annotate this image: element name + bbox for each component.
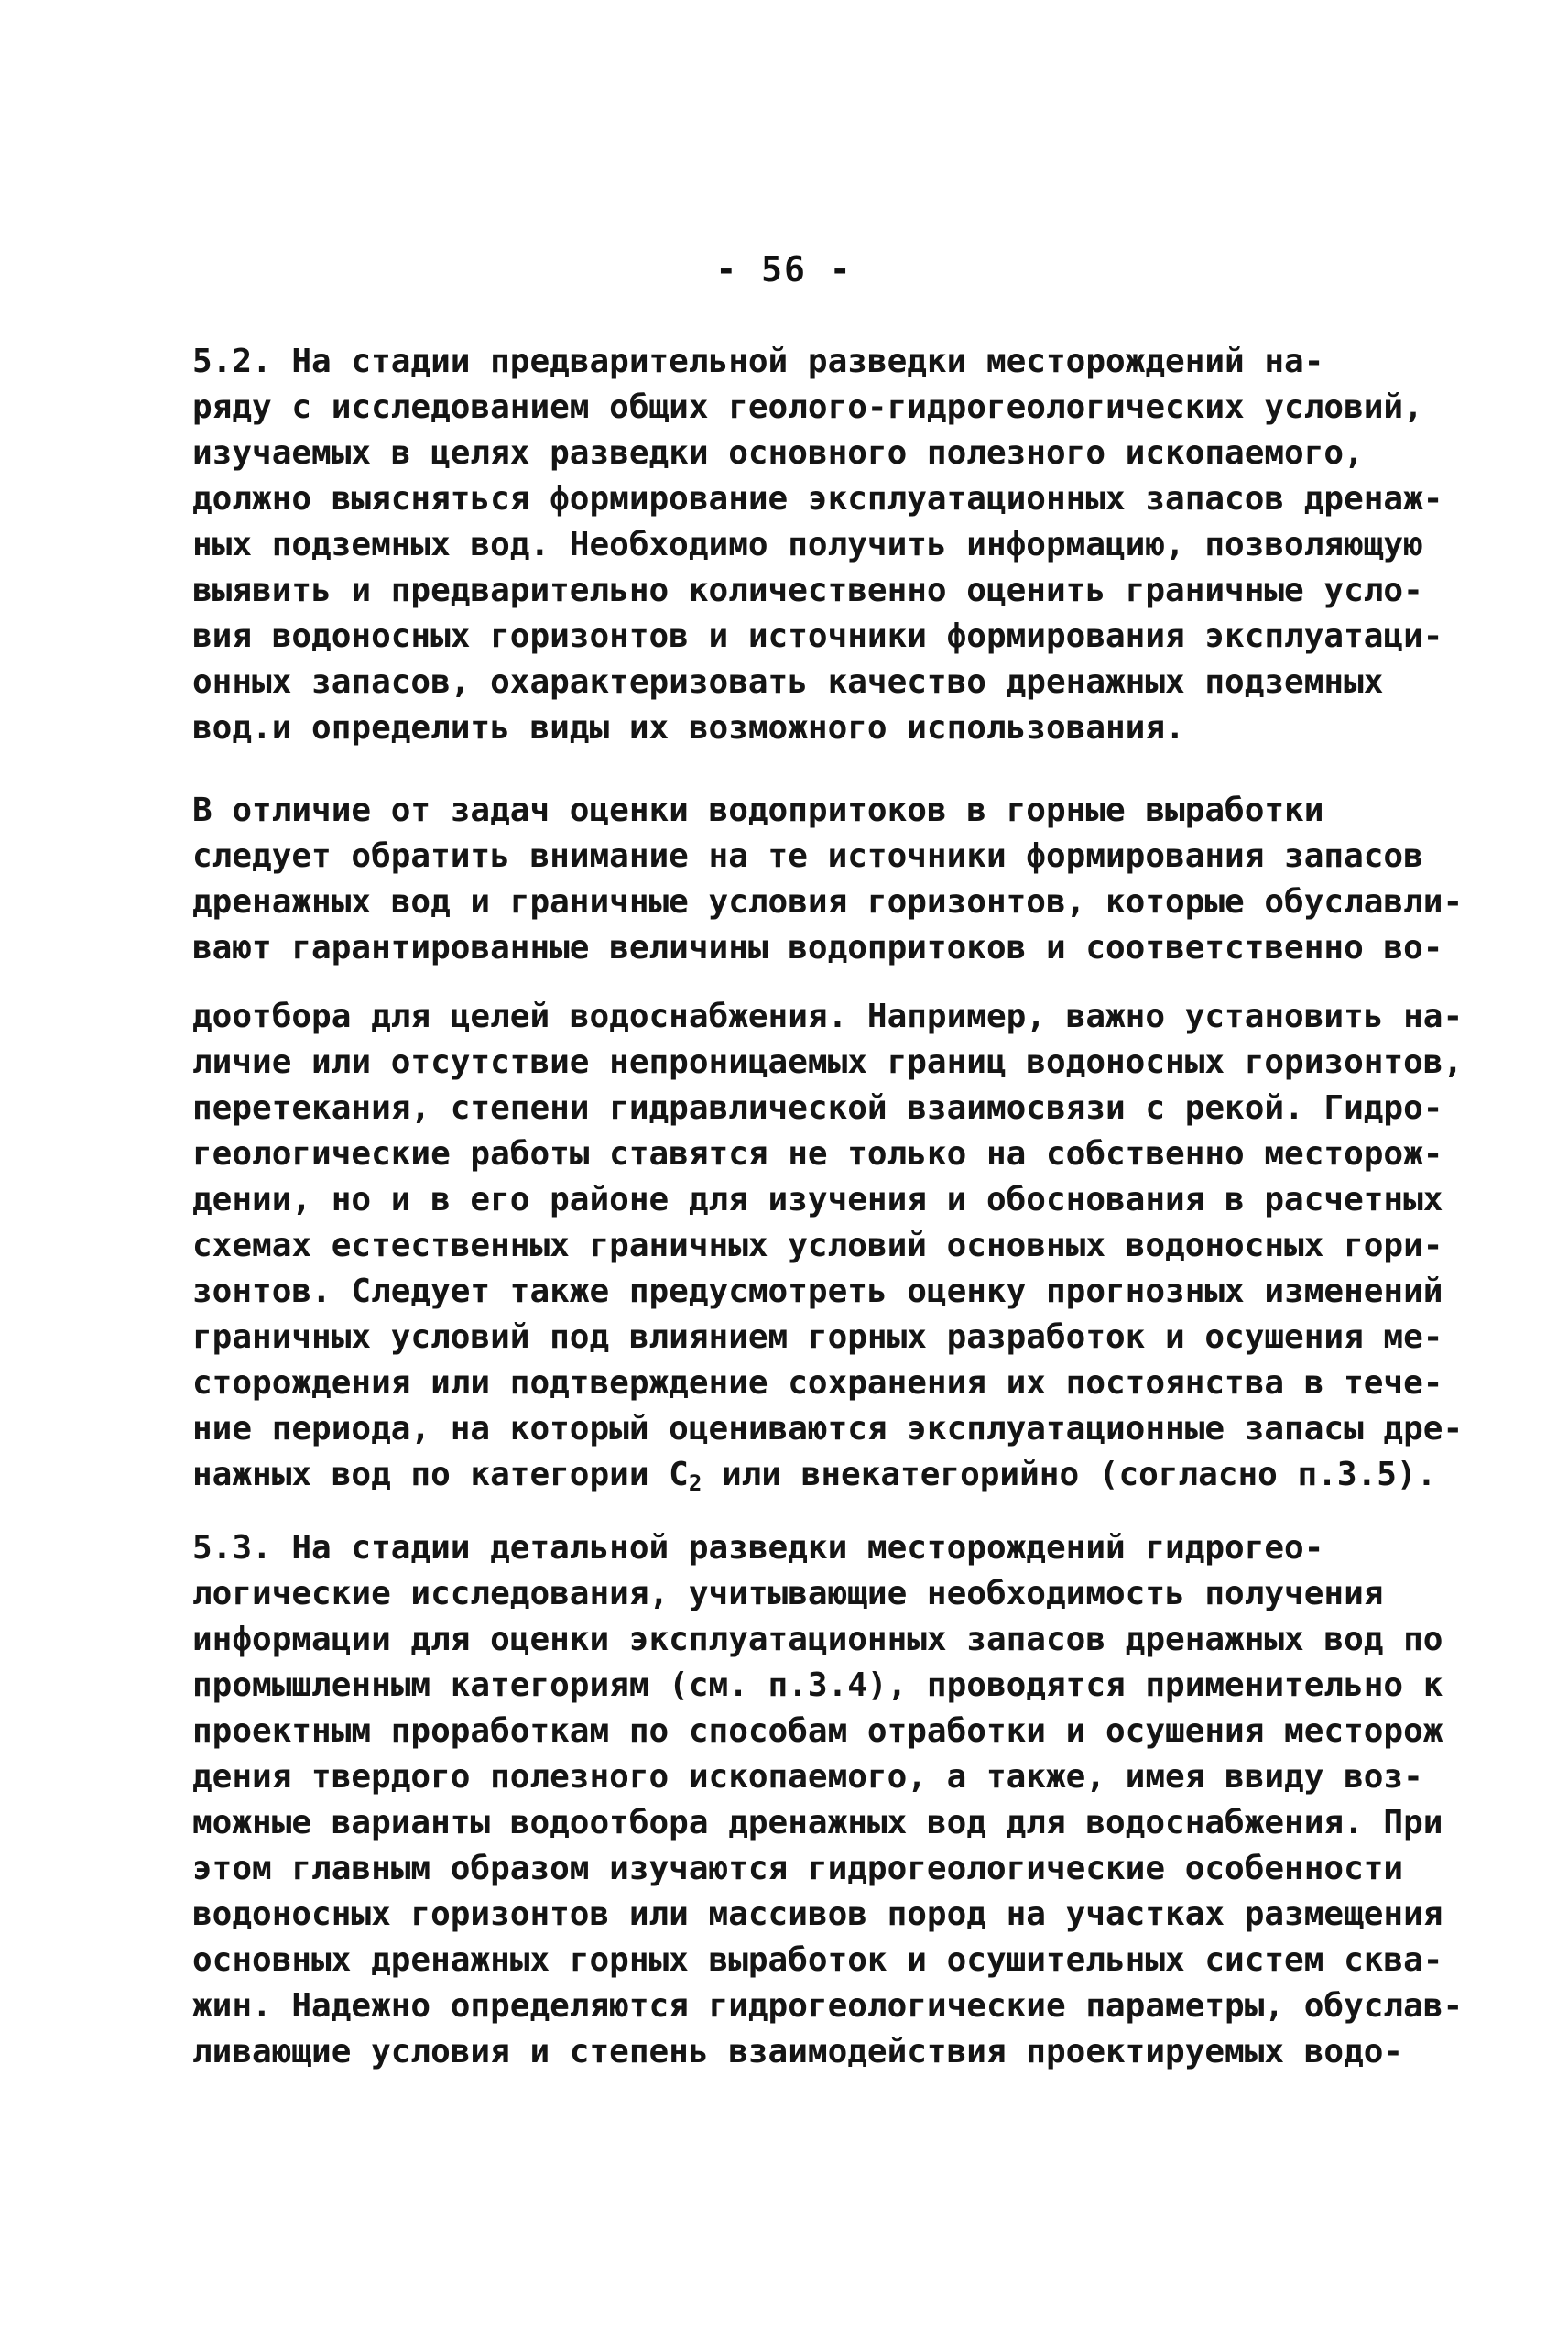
text-line: дения твердого полезного ископаемого, а также, имея ввиду воз-	[192, 1758, 1423, 1796]
paragraph-5-2	[192, 339, 1548, 751]
text-fragment: или внекатегорийно (согласно п.3.5).	[702, 1456, 1437, 1493]
text-line: логические исследования, учитывающие необходимость получения	[192, 1575, 1384, 1612]
text-line: личие или отсутствие непроницаемых границ водоносных горизонтов,	[192, 1043, 1464, 1081]
text-line: водоносных горизонтов или массивов пород на участках размещения	[192, 1895, 1443, 1933]
text-line: перетекания, степени гидравлической взаимосвязи с рекой. Гидро-	[192, 1089, 1443, 1127]
text-line: 5.2. На стадии предварительной разведки месторождений на-	[192, 343, 1324, 380]
text-line: вия водоносных горизонтов и источники формирования эксплуатаци-	[192, 617, 1443, 655]
text-fragment: нажных вод по категории C	[192, 1456, 689, 1493]
text-line: доотбора для целей водоснабжения. Например, важно установить на-	[192, 998, 1464, 1035]
text-line: ряду с исследованием общих геолого-гидрогеологических условий,	[192, 388, 1423, 426]
paragraph-water-supply	[192, 994, 1548, 1498]
text-line: изучаемых в целях разведки основного полезного ископаемого,	[192, 434, 1364, 472]
text-line: сторождения или подтверждение сохранения их постоянства в тече-	[192, 1364, 1443, 1402]
text-line: ливающие условия и степень взаимодействия проектируемых водо-	[192, 2033, 1404, 2070]
text-line: вают гарантированные величины водопритоков и соответственно во-	[192, 929, 1443, 967]
text-line: дренажных вод и граничные условия горизонтов, которые обуславли-	[192, 883, 1464, 921]
text-line: можные варианты водоотбора дренажных вод для водоснабжения. При	[192, 1804, 1443, 1841]
paragraph-5-3	[192, 1525, 1548, 2075]
text-line: выявить и предварительно количественно оценить граничные усло-	[192, 572, 1423, 609]
text-line: следует обратить внимание на те источники формирования запасов	[192, 837, 1423, 875]
text-line: схемах естественных граничных условий основных водоносных гори-	[192, 1227, 1443, 1264]
text-line: В отличие от задач оценки водопритоков в горные выработки	[192, 792, 1324, 829]
text-line: должно выясняться формирование эксплуатационных запасов дренаж-	[192, 480, 1443, 518]
text-line-category	[192, 1452, 1548, 1498]
text-line: жин. Надежно определяются гидрогеологические параметры, обуслав-	[192, 1987, 1464, 2025]
text-line: ных подземных вод. Необходимо получить информацию, позволяющую	[192, 526, 1423, 563]
text-line: вод.и определить виды их возможного использования.	[192, 709, 1185, 747]
text-line: геологические работы ставятся не только на собственно месторож-	[192, 1135, 1443, 1173]
text-line: этом главным образом изучаются гидрогеологические особенности	[192, 1850, 1404, 1887]
paragraph-difference	[192, 788, 1548, 971]
text-line: дении, но и в его районе для изучения и обоснования в расчетных	[192, 1181, 1443, 1218]
text-line: онных запасов, охарактеризовать качество дренажных подземных	[192, 663, 1384, 701]
text-line: 5.3. На стадии детальной разведки месторождений гидрогео-	[192, 1529, 1324, 1567]
page-number: - 56 -	[715, 249, 853, 290]
text-line: проектным проработкам по способам отработки и осушения месторож	[192, 1712, 1443, 1750]
text-line: информации для оценки эксплуатационных запасов дренажных вод по	[192, 1621, 1443, 1658]
text-line: основных дренажных горных выработок и осушительных систем сква-	[192, 1941, 1443, 1979]
subscript: 2	[688, 1470, 702, 1496]
text-line: зонтов. Следует также предусмотреть оценку прогнозных изменений	[192, 1273, 1443, 1310]
text-line: граничных условий под влиянием горных разработок и осушения ме-	[192, 1318, 1443, 1356]
text-line: промышленным категориям (см. п.3.4), проводятся применительно к	[192, 1666, 1443, 1704]
text-line: ние периода, на который оцениваются эксплуатационные запасы дре-	[192, 1410, 1464, 1448]
